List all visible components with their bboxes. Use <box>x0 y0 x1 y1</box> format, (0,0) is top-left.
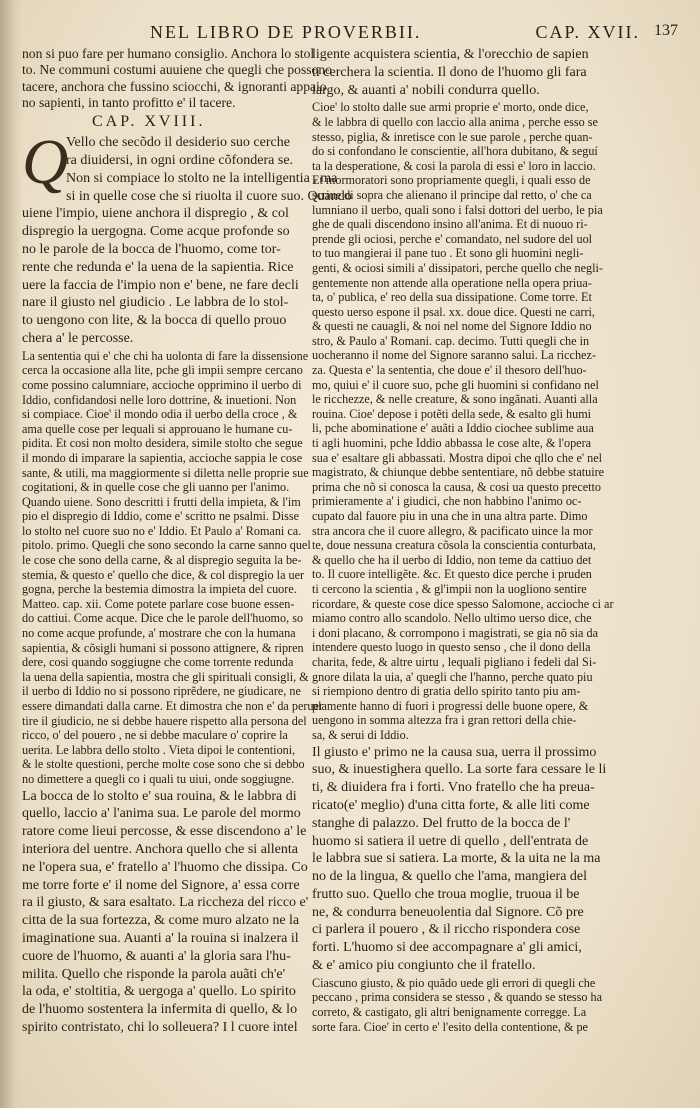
text-line: La sententia qui e' che chi ha uolonta di fare la dissensione <box>22 348 309 363</box>
text-line: do cattiui. Come acque. Dice che le parole dell'huomo, so <box>22 611 304 626</box>
text-line: & le labbra di quello con laccio alla anima , perche esso se <box>312 114 598 129</box>
text-line: Quando uiene. Sono descritti i frutti della impieta, & l'im <box>22 494 301 509</box>
text-line: to tuo mangierai il pane tuo . Et sono gli huomini negli- <box>312 246 584 261</box>
text-line: ti, & diuidera fra i forti. Vno fratello che ha preua- <box>312 780 595 796</box>
text-line: ricco, o' del pouero , ne si debbe maculare o' coprire la <box>22 728 288 743</box>
text-line: stemia, & questo e' quello che dice, & col dispregio la uer <box>22 567 305 582</box>
text-line: forti. L'huomo si dee accompagnare a' gli amici, <box>312 940 582 956</box>
text-line: ti cerchera la scientia. Il dono de l'huomo gli fara <box>312 64 587 80</box>
drop-cap-initial: Q <box>22 126 69 198</box>
text-line: & questi ne cauagli, & noi nel nome del Signore Iddio no <box>312 319 592 334</box>
text-line: no sapienti, in tanto profitto e' il tacere. <box>22 94 236 110</box>
text-line: plamente hanno di fuori i progressi delle buone opere, & <box>312 698 589 713</box>
text-line: essere dimandati dalla carne. Et dimostra che non e' da peruer <box>22 699 323 713</box>
left-main-lines <box>22 126 352 348</box>
text-line: ghe de quali discendono insino all'anima. Et di nuouo ri- <box>312 217 588 232</box>
text-line: Matteo. cap. xii. Come potete parlare cose buone essen- <box>22 596 295 611</box>
text-line: ne, & condurra beneuolentia dal Signore. Cõ pre <box>312 904 584 920</box>
text-line: pio el dispregio di Iddio, come e' scritto ne psalmi. Disse <box>22 509 300 524</box>
text-line: huomo si satiera il uetre di quello , dell'entrata de <box>312 833 589 849</box>
text-line: questo uerso espone il psal. xx. doue dice. Questi ne carri, <box>312 304 595 319</box>
text-line: rente che redunda e' la uena de la sapientia. Rice <box>22 259 294 275</box>
right-commentary-2 <box>312 976 678 1034</box>
text-line: scriue di sopra che alienano il principe dal retto, o' che ca <box>312 187 592 202</box>
text-line: rouina. Cioe' depose i potẽti della sede, & esalto gli humi <box>312 406 592 421</box>
text-line: ricato(e' meglio) d'una citta forte, & alle liti come <box>312 797 590 813</box>
text-line: quello, laccio a' l'anima sua. Le parole del mormo <box>22 806 301 822</box>
text-line: ta la desperatione, & cosi la parola di essi e' loro in laccio. <box>312 158 596 173</box>
right-commentary <box>312 100 678 742</box>
text-line: uengono in somma altezza fra i gran rettori della chie- <box>312 713 577 728</box>
text-line: & quello che ha il uerbo di Iddio, non teme da cattiuo det <box>312 552 592 567</box>
text-line: largo, & auanti a' nobili condurra quello. <box>312 82 540 98</box>
text-line: Et mormoratori sono propriamente quegli, i quali esso de <box>312 173 591 188</box>
text-line: sua e' esaltare gli abbassati. Mostra dipoi che qllo che e' nel <box>312 450 603 465</box>
text-line: Non si compiace lo stolto ne la intelligentia , ma <box>66 170 338 186</box>
chapter-heading: CAP. XVIII. <box>92 113 206 131</box>
text-line: me torre forte e' il nome del Signore, a' essa corre <box>22 877 300 893</box>
text-line: uiene l'impio, uiene anchora il dispregio , & col <box>22 206 289 222</box>
left-commentary <box>22 348 323 787</box>
text-line: uere la faccia de l'impio non e' bene, ne fare decli <box>22 277 299 293</box>
text-line: & e' amico piu congiunto che il fratello. <box>312 958 536 974</box>
text-line: sapientia, & cõsigli humani si possono attignere, & ripren <box>22 640 304 655</box>
text-line: il mondo di imparare la sapientia, accioche sappia le cose <box>22 450 303 465</box>
text-line: to. Il cuore intelligẽte. &c. Et questo dice perche i pruden <box>312 567 592 582</box>
text-line: cupato dal fauore piu in una che in una altra parte. Dimo <box>312 509 588 524</box>
text-line: li, pche abominatione e' auãti a Iddio ciochee sublime aua <box>312 421 594 436</box>
text-line: spirito contristato, chi lo solleuera? I l cuore intel <box>22 1019 298 1035</box>
text-line: no le parole de la bocca de l'huomo, come tor- <box>22 241 281 257</box>
text-line: La bocca de lo stolto e' sua rouina, & le labbra di <box>22 788 297 804</box>
text-line: ra il giusto, & sara esaltato. La riccheza del ricco e' <box>22 895 309 911</box>
text-line: & le stolte questioni, perche molte cose sono che si debbo <box>22 757 305 772</box>
text-line: le ricchezze, & nelle creature, & sono ingãnati. Auanti alla <box>312 392 598 407</box>
left-column <box>22 46 352 1086</box>
text-line: cuore de l'huomo, & auanti a' la gloria sara l'hu- <box>22 948 291 964</box>
text-line: ligente acquistera scientia, & l'orecchio de sapien <box>312 47 589 62</box>
text-line: lumniano il uerbo, quali sono i falsi dottori del uerbo, le pia <box>312 202 603 217</box>
text-line: si compiace. Cioe' il mondo odia il uerbo della croce , & <box>22 407 298 422</box>
text-line: imaginatione sua. Auanti a' la rouina si inalzera il <box>22 930 299 946</box>
text-line: stesso, piglia, & inretisce con le sue parole , perche quan- <box>312 129 593 144</box>
text-line: la uena della sapientia, mostra che gli spirituali consigli, & <box>22 669 309 684</box>
right-column <box>312 46 678 1086</box>
text-line: ti cercono la scientia , & gl'impii non la uogliono sentire <box>312 581 587 596</box>
text-line: nare il giusto nel giudicio . Le labbra de lo stol- <box>22 295 289 311</box>
text-line: sorte fara. Cioe' in certo e' l'esito della contentione, & pe <box>312 1019 588 1034</box>
text-line: stra ancora che il cuore allegro, & pacificato uince la mor <box>312 523 593 538</box>
text-line: te, doue nessuna creatura cõsola la conscientia conturbata, <box>312 538 596 553</box>
text-line: interiora del uentre. Anchora quello che si allenta <box>22 841 299 857</box>
folio-number: 137 <box>654 22 678 39</box>
text-line: do si confondano le conscientie, all'hora dubitano, & seguí <box>312 144 598 159</box>
text-line: tire il giudicio, ne si debbe hauere rispetto alla persona del <box>22 713 307 728</box>
left-main-text <box>22 126 352 348</box>
text-line: de l'huomo sostentera la infermita di quello, & lo <box>22 1002 298 1018</box>
running-title-right: CAP. XVII. <box>535 22 640 42</box>
text-line: intendere questo luogo in questo senso , che il dono della <box>312 640 591 655</box>
text-line: non si puo fare per humano consiglio. Anchora lo stol <box>22 46 315 61</box>
text-line: dispregio la uergogna. Come acque profonde so <box>22 224 290 240</box>
text-line: ama quelle cose per lequali si approuano le humane cu- <box>22 421 293 436</box>
text-line: ratore come lieui percosse, & esse discendono a' le <box>22 824 307 840</box>
text-line: Cioe' lo stolto dalle sue armi proprie e' morto, onde dice, <box>312 100 589 115</box>
text-line: no de la lingua, & quello che l'ama, mangiera del <box>312 869 588 885</box>
text-line: mo, quiui e' il cuore suo, pche gli huomini si confidano nel <box>312 377 599 392</box>
page-gutter-shadow <box>0 0 22 1108</box>
text-line: si in quelle cose che si riuolta il cuore suo. Quando <box>66 188 352 204</box>
text-line: to uengono con lite, & la bocca di quello prouo <box>22 313 287 329</box>
text-line: Vello che secõdo il desiderio suo cerche <box>66 135 290 151</box>
text-line: Iddio, confidandosi nelle loro dottrine, & inuetioni. Non <box>22 392 297 407</box>
text-line: come possino calumniare, accioche opprimino il uerbo di <box>22 377 302 392</box>
text-line: si riempiono dentro di gratia dello spirito tanto piu am- <box>312 684 581 699</box>
text-line: milita. Quello che risponde la parola auãti ch'e' <box>22 966 286 982</box>
text-line: correto, & castigato, gli altri benignamente corregge. La <box>312 1005 587 1020</box>
text-line: le labbra sue si satiera. La morte, & la uita ne la ma <box>312 851 601 867</box>
text-line: suo, & inuestighera quello. La sorte fara cessare le li <box>312 762 607 778</box>
text-line: magistrato, & chiunque debbe sententiare, nõ debbe statuire <box>312 465 605 480</box>
text-line: ra diuidersi, in ogni ordine cõfondera se. <box>66 152 294 168</box>
text-line: ti agli huomini, pche Iddio abbassa le cose alte, & l'opera <box>312 436 592 451</box>
text-line: lo stolto nel cuore suo no e' Iddio. Et Paulo a' Romani ca. <box>22 523 302 538</box>
text-line: il uerbo di Iddio no si possono riprẽdere, ne giudicare, ne <box>22 684 301 699</box>
text-line: tacere, anchora che fussino sciocchi, & ignoranti appaio <box>22 78 327 94</box>
text-line: i doni placano, & corrompono i magistrati, se gia nõ sia da <box>312 625 599 640</box>
text-line: pitolo. primo. Quegli che sono secondo la carne sanno quel <box>22 538 311 553</box>
text-line: gentemente non attende alla operatione nella opera priua- <box>312 275 592 290</box>
left-top-text <box>22 46 332 111</box>
text-line: no come acque profunde, a' mostrare che con la humana <box>22 626 296 641</box>
text-line: ta, o' publica, e' reo della sua dissipatione. Come torre. Et <box>312 290 592 305</box>
text-line: primieramente a' i giudici, che non habbino l'animo oc- <box>312 494 582 509</box>
running-head <box>150 22 640 43</box>
text-line: uocheranno il nome del Signore saranno salui. La ricchez- <box>312 348 596 363</box>
right-main-text <box>312 46 678 99</box>
text-line: frutto suo. Quello che troua moglie, truoua il be <box>312 886 580 902</box>
text-line: sa, & serui di Iddio. <box>312 727 409 742</box>
text-line: sante, & utili, ma maggiormente si diletta nelle proprie sue <box>22 465 309 480</box>
text-line: prende gli ociosi, perche e' comandato, nel sudore del uol <box>312 231 593 246</box>
text-line: la oda, e' stoltitia, & uergoga a' quello. Lo spirito <box>22 984 296 1000</box>
text-line: prima che nõ si conosca la causa, & cosi ua questo precetto <box>312 479 602 494</box>
text-line: charita, fede, & altre uirtu , lequali pigliano i fedeli dal Si- <box>312 654 597 669</box>
text-line: ci parlera il pouero , & il riccho rispondera cose <box>312 922 581 938</box>
text-line: Ciascuno giusto, & pio quãdo uede gli errori di quegli che <box>312 975 596 990</box>
text-line: to. Ne communi costumi auuiene che quegli che possono <box>22 62 332 78</box>
text-line: stro, & Paulo a' Romani. cap. decimo. Tutti quegli che in <box>312 333 590 348</box>
text-line: ne l'opera sua, e' fratello a' l'huomo che dissipa. Co <box>22 859 308 875</box>
text-line: pidita. Et cosi non molto desidera, simile stolto che segue <box>22 436 303 451</box>
text-line: stanghe di palazzo. Del frutto de la bocca de l' <box>312 815 571 831</box>
text-line: cerca la occasione alla lite, pche gli impii sempre cercano <box>22 363 303 378</box>
text-line: no dimettere a quegli co i quali tu uiui, onde soggiugne. <box>22 771 295 786</box>
running-title-left: NEL LIBRO DE PROVERBII. <box>150 22 422 42</box>
text-line: ricordare, & queste cose dice spesso Salomone, accioche ci ar <box>312 596 614 611</box>
right-main-text-2 <box>312 744 678 975</box>
text-line: miamo contro allo scandolo. Nello ultimo uerso dice, che <box>312 611 592 626</box>
text-line: Il giusto e' primo ne la causa sua, uerra il prossimo <box>312 744 597 760</box>
text-line: za. Questa e' la sententia, che doue e' il thesoro dell'huo- <box>312 363 587 378</box>
text-line: le cose che sono della carne, & al dispregio seguita la be- <box>22 553 302 568</box>
text-line: genti, & ociosi simili a' dissipatori, perche quello che negli- <box>312 260 603 275</box>
left-main-text-2 <box>22 788 312 1037</box>
text-line: citta de la sua fortezza, & come muro alzato ne la <box>22 913 300 929</box>
text-line: dere, cosi quando soggiugne che come torrente redunda <box>22 655 294 670</box>
text-line: uerita. Le labbra dello stolto . Vieta dipoi le contentioni, <box>22 742 296 757</box>
text-line: peccano , prima considera se stesso , & quando se stesso ha <box>312 990 603 1005</box>
text-line: cogitationi, & in quelle cose che gli uanno per l'animo. <box>22 480 290 495</box>
text-line: gnore dilata la uia, a' quegli che l'hanno, perche quato piu <box>312 669 593 684</box>
text-line: gogna, perche la bestemia dimostra la impieta del cuore. <box>22 582 297 597</box>
text-line: chera a' le percosse. <box>22 330 134 346</box>
